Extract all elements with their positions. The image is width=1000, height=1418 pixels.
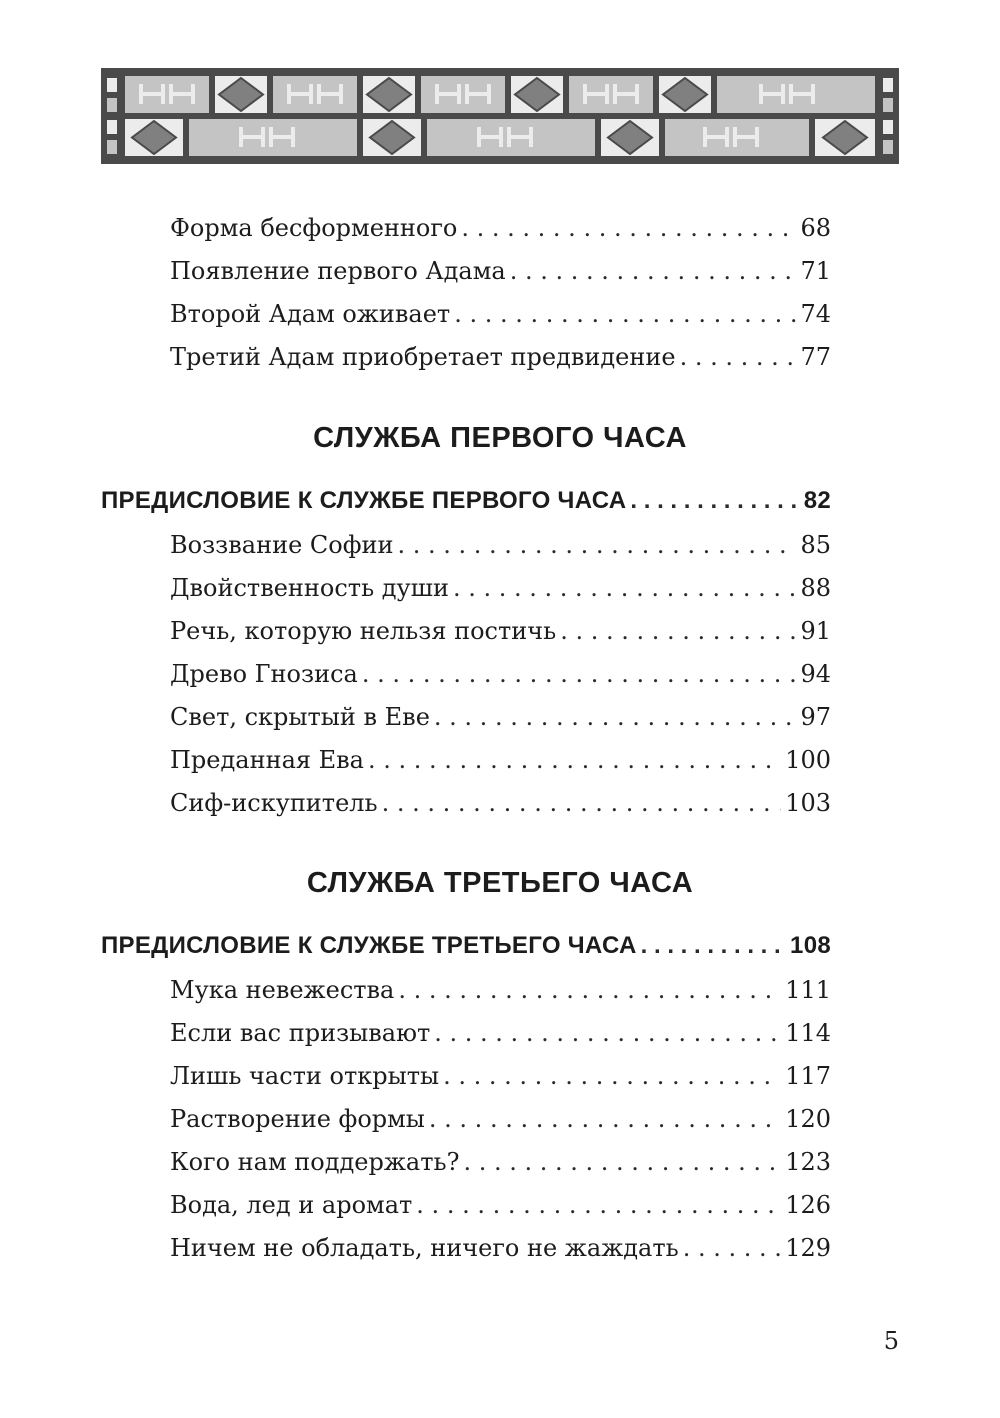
toc-entry-title: Речь, которую нельзя постичь [170, 617, 557, 645]
toc-entry-page: 68 [800, 214, 831, 242]
toc-entry-title: Мука невежества [170, 976, 395, 1004]
toc-entry [170, 1103, 831, 1135]
toc-entry-page: 88 [800, 574, 831, 602]
toc-entry-title: Лишь части открыты [170, 1062, 440, 1090]
dot-leader [560, 615, 796, 647]
toc-entry-title: Свет, скрытый в Еве [170, 703, 430, 731]
toc-entry-page: 100 [785, 746, 831, 774]
toc-entry [170, 1060, 831, 1092]
dot-leader [454, 298, 796, 330]
toc-entry-title: Вода, лед и аромат [170, 1191, 413, 1219]
toc-entry-page: 126 [785, 1191, 831, 1219]
toc-preface-entry [101, 930, 831, 962]
dot-leader [429, 1103, 781, 1135]
toc-entry-page: 97 [800, 703, 831, 731]
dot-leader [683, 1232, 781, 1264]
toc-entry-page: 123 [785, 1148, 831, 1176]
toc-entry-title: Воззвание Софии [170, 531, 394, 559]
toc-entry-page: 111 [785, 976, 831, 1004]
toc-entry [170, 255, 831, 287]
toc-entry [170, 787, 831, 819]
toc-entry-title: Ничем не обладать, ничего не жаждать [170, 1234, 679, 1262]
toc-entry-page: 77 [800, 343, 831, 371]
toc-entry-page: 103 [785, 789, 831, 817]
toc-entry [170, 974, 831, 1006]
toc-entry-page: 114 [785, 1019, 831, 1047]
page-number: 5 [883, 1327, 899, 1355]
toc-entry-page: 71 [800, 257, 831, 285]
dot-leader [443, 1060, 781, 1092]
toc-preface-entry [101, 485, 831, 517]
dot-leader [368, 744, 781, 776]
toc-entry-page: 94 [800, 660, 831, 688]
dot-leader [630, 485, 799, 517]
toc-entry [170, 572, 831, 604]
toc-entry [170, 529, 831, 561]
dot-leader [398, 529, 797, 561]
toc-entry [170, 658, 831, 690]
toc-entry-page: 85 [800, 531, 831, 559]
dot-leader [434, 701, 797, 733]
dot-leader [461, 212, 796, 244]
toc-preface-page: 82 [803, 487, 831, 514]
toc-entry [170, 1189, 831, 1221]
decorative-border-band-icon [101, 68, 899, 164]
toc-entry-title: Форма бесформенного [170, 214, 458, 242]
dot-leader [463, 1146, 781, 1178]
toc-entry [170, 615, 831, 647]
toc-entry-page: 91 [800, 617, 831, 645]
toc-preface-title: ПРЕДИСЛОВИЕ К СЛУЖБЕ ТРЕТЬЕГО ЧАСА [101, 932, 637, 959]
dot-leader [362, 658, 797, 690]
dot-leader [510, 255, 797, 287]
section-heading-first-hour: СЛУЖБА ПЕРВОГО ЧАСА [313, 422, 687, 454]
toc-entry [170, 212, 831, 244]
dot-leader [434, 1017, 781, 1049]
toc-entry-title: Второй Адам оживает [170, 300, 451, 328]
toc-entry [170, 1017, 831, 1049]
toc-entry-title: Двойственность души [170, 574, 449, 602]
toc-entry-title: Появление первого Адама [170, 257, 506, 285]
toc-entry-title: Растворение формы [170, 1105, 425, 1133]
toc-preface-page: 108 [790, 932, 831, 959]
toc-entry [170, 701, 831, 733]
toc-entry-page: 120 [785, 1105, 831, 1133]
section-heading-third-hour: СЛУЖБА ТРЕТЬЕГО ЧАСА [306, 867, 694, 899]
dot-leader [416, 1189, 781, 1221]
toc-entry-title: Если вас призывают [170, 1019, 431, 1047]
toc-entry [170, 341, 831, 373]
toc-entry-title: Преданная Ева [170, 746, 364, 774]
dot-leader [453, 572, 796, 604]
dot-leader [398, 974, 781, 1006]
toc-entry-page: 74 [800, 300, 831, 328]
toc-entry-page: 129 [785, 1234, 831, 1262]
dot-leader [680, 341, 797, 373]
toc-entry [170, 744, 831, 776]
toc-entry-title: Сиф-искупитель [170, 789, 378, 817]
dot-leader [641, 930, 786, 962]
dot-leader [382, 787, 782, 819]
toc-entry [170, 298, 831, 330]
toc-entry-title: Кого нам поддержать? [170, 1148, 460, 1176]
toc-entry-title: Третий Адам приобретает предвидение [170, 343, 676, 371]
toc-entry [170, 1232, 831, 1264]
toc-preface-title: ПРЕДИСЛОВИЕ К СЛУЖБЕ ПЕРВОГО ЧАСА [101, 487, 627, 514]
toc-entry [170, 1146, 831, 1178]
toc-entry-page: 117 [785, 1062, 831, 1090]
toc-entry-title: Древо Гнозиса [170, 660, 358, 688]
